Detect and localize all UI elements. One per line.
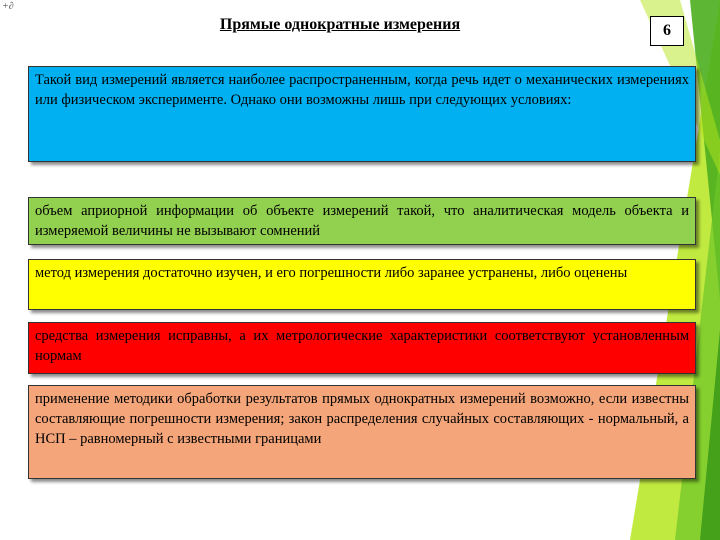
condition-box-1: объем априорной информации об объекте измерений такой, что аналитическая модель объекта и измеряемой величины не вызывают сомнений (28, 197, 696, 245)
page-number-badge: 6 (650, 16, 684, 46)
intro-box: Такой вид измерений является наиболее распространенным, когда речь идет о механических измерениях или физическом эксперименте. Однако они возможны лишь при следующих условиях: (28, 66, 696, 162)
condition-box-3: средства измерения исправны, а их метрологические характеристики соответствуют установленным нормам (28, 322, 696, 374)
corner-mark: +∂ (2, 1, 14, 12)
condition-box-2: метод измерения достаточно изучен, и его погрешности либо заранее устранены, либо оценены (28, 259, 696, 310)
slide-title: Прямые однократные измерения (219, 16, 461, 33)
condition-box-4: применение методики обработки результатов прямых однократных измерений возможно, если известны составляющие погрешности измерения; закон распределения случайных составляющих - нормальный, а НСП – равномерный с известными границами (28, 385, 696, 479)
